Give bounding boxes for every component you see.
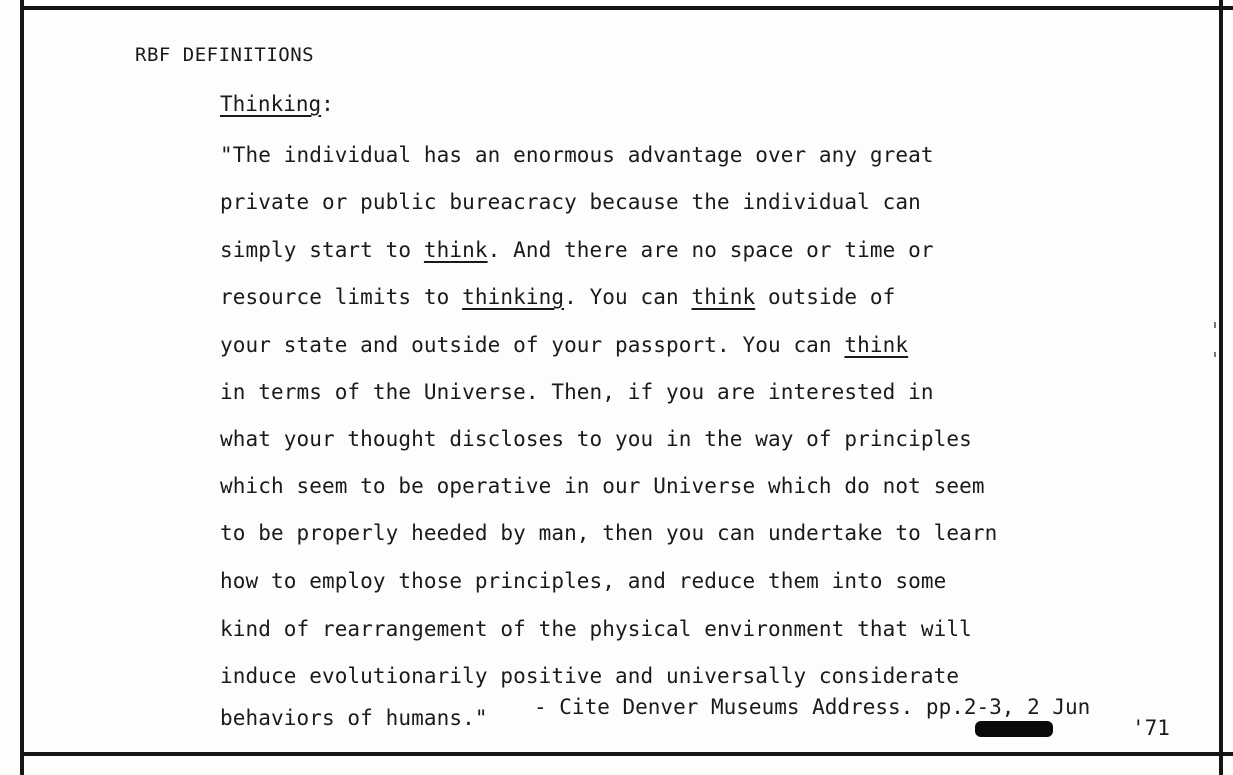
citation-year: '71 [1132, 716, 1170, 740]
scan-speck [1214, 322, 1216, 328]
quote-line [220, 380, 934, 404]
quote-line [220, 190, 921, 214]
quote-text: how to employ those principles, and reduce them into some [220, 569, 947, 593]
underlined-word: think [691, 285, 756, 309]
scan-speck [1214, 352, 1216, 357]
quote-text: which seem to be operative in our Universe which do not seem [220, 474, 985, 498]
quote-text: "The individual has an enormous advantage over any great [220, 143, 934, 167]
quote-line [220, 521, 997, 545]
card-heading: RBF DEFINITIONS [135, 44, 315, 66]
underlined-word: thinking [462, 285, 565, 309]
quote-text: in terms of the Universe. Then, if you are interested in [220, 380, 934, 404]
quote-text: induce evolutionarily positive and universally considerate [220, 664, 960, 688]
quote-text: outside of [755, 285, 896, 309]
quote-text: resource limits to [220, 285, 463, 309]
definition-term-word: Thinking [220, 92, 322, 116]
quote-text: behaviors of humans." [220, 706, 488, 730]
definition-term [220, 92, 334, 116]
underlined-word: think [423, 238, 488, 262]
quote-line [220, 664, 959, 688]
quote-text: . You can [564, 285, 692, 309]
card-right-rule [1219, 0, 1223, 775]
quote-line [220, 333, 908, 357]
definition-term-suffix: : [321, 92, 334, 116]
card-bottom-rule [22, 752, 1233, 756]
quote-line [220, 143, 934, 167]
citation: - Cite Denver Museums Address. pp.2-3, 2 Jun [534, 695, 1091, 719]
quote-text: to be properly heeded by man, then you can undertake to learn [220, 521, 998, 545]
quote-line [220, 706, 488, 730]
card-top-rule [22, 6, 1233, 10]
quote-line [220, 569, 946, 593]
quote-text: private or public bureacracy because the individual can [220, 190, 921, 214]
quote-line [220, 427, 972, 451]
redaction-mark [975, 721, 1053, 737]
quote-line [220, 617, 972, 641]
quote-text: . And there are no space or time or [487, 238, 934, 262]
quote-line [220, 474, 985, 498]
quote-text: your state and outside of your passport. You can [220, 333, 845, 357]
quote-line [220, 285, 895, 309]
quote-text: what your thought discloses to you in the way of principles [220, 427, 972, 451]
quote-text: simply start to [220, 238, 424, 262]
quote-line [220, 238, 934, 262]
card-left-rule [20, 0, 24, 775]
underlined-word: think [844, 333, 909, 357]
quote-text: kind of rearrangement of the physical environment that will [220, 617, 972, 641]
